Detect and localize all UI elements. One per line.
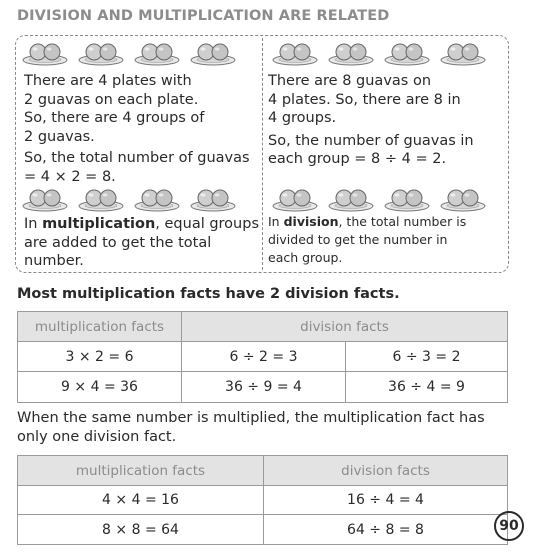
page-number: 90 (494, 511, 524, 541)
table-row (18, 515, 508, 545)
division-note (268, 213, 466, 267)
note-text: , equal groups (155, 216, 260, 232)
right-explanation (268, 72, 474, 169)
header-division: division facts (182, 312, 508, 342)
multiplication-note (24, 215, 259, 271)
plate-of-guavas-icon (384, 40, 430, 66)
para-line: When the same number is multiplied, the multiplication fact has (17, 410, 485, 426)
plate-of-guavas-icon (328, 40, 374, 66)
right-line: So, the number of guavas in (268, 132, 474, 149)
keyword-multiplication: multiplication (42, 216, 156, 232)
box-divider (262, 38, 263, 270)
note-line: number. (24, 253, 84, 269)
left-line: So, there are 4 groups of (24, 110, 205, 126)
plate-of-guavas-icon (78, 186, 124, 212)
plate-of-guavas-icon (22, 186, 68, 212)
facts-table-2 (17, 455, 508, 545)
note-text: In (24, 216, 43, 232)
note-text: In (268, 214, 284, 229)
table-row (18, 372, 508, 403)
table-row (18, 486, 508, 515)
table-cell: 36 ÷ 9 = 4 (182, 372, 346, 403)
table-row (18, 342, 508, 372)
table-cell: 6 ÷ 2 = 3 (182, 342, 346, 372)
plate-of-guavas-icon (272, 40, 318, 66)
plate-of-guavas-icon (134, 186, 180, 212)
table-cell: 16 ÷ 4 = 4 (264, 486, 508, 515)
facts-heading: Most multiplication facts have 2 division facts. (17, 286, 400, 302)
facts-table-1 (17, 311, 508, 403)
note-line: each group. (268, 250, 343, 265)
right-line: each group = 8 ÷ 4 = 2. (268, 151, 447, 167)
plates-top-left (22, 40, 236, 66)
table-cell: 4 × 4 = 16 (18, 486, 264, 515)
plate-of-guavas-icon (190, 40, 236, 66)
single-fact-paragraph (17, 409, 517, 447)
right-line: 4 groups. (268, 110, 337, 126)
left-line: 2 guavas on each plate. (24, 91, 199, 108)
table-cell: 64 ÷ 8 = 8 (264, 515, 508, 545)
table-header-row (18, 456, 508, 486)
plate-of-guavas-icon (22, 40, 68, 66)
table-cell: 36 ÷ 4 = 9 (346, 372, 508, 403)
table-cell: 6 ÷ 3 = 2 (346, 342, 508, 372)
plates-bottom-left (22, 186, 236, 212)
plate-of-guavas-icon (272, 186, 318, 212)
header-division: division facts (264, 456, 508, 486)
table-header-row (18, 312, 508, 342)
left-explanation (24, 72, 250, 186)
plates-bottom-right (272, 186, 486, 212)
plate-of-guavas-icon (328, 186, 374, 212)
plate-of-guavas-icon (440, 40, 486, 66)
header-multiplication: multiplication facts (18, 312, 182, 342)
left-line: There are 4 plates with (24, 73, 192, 89)
plate-of-guavas-icon (78, 40, 124, 66)
plate-of-guavas-icon (134, 40, 180, 66)
note-line: are added to get the total (24, 234, 212, 251)
note-text: , the total number is (338, 214, 467, 229)
para-line: only one division fact. (17, 429, 177, 445)
right-line: 4 plates. So, there are 8 in (268, 91, 461, 108)
left-line: = 4 × 2 = 8. (24, 168, 116, 185)
section-title: DIVISION AND MULTIPLICATION ARE RELATED (17, 8, 390, 24)
table-cell: 9 × 4 = 36 (18, 372, 182, 403)
keyword-division: division (283, 214, 339, 229)
plates-top-right (272, 40, 486, 66)
header-multiplication: multiplication facts (18, 456, 264, 486)
plate-of-guavas-icon (190, 186, 236, 212)
left-line: 2 guavas. (24, 128, 95, 145)
note-line: divided to get the number in (268, 232, 448, 247)
plate-of-guavas-icon (384, 186, 430, 212)
right-line: There are 8 guavas on (268, 73, 432, 89)
left-line: So, the total number of guavas (24, 150, 250, 166)
table-cell: 8 × 8 = 64 (18, 515, 264, 545)
plate-of-guavas-icon (440, 186, 486, 212)
table-cell: 3 × 2 = 6 (18, 342, 182, 372)
